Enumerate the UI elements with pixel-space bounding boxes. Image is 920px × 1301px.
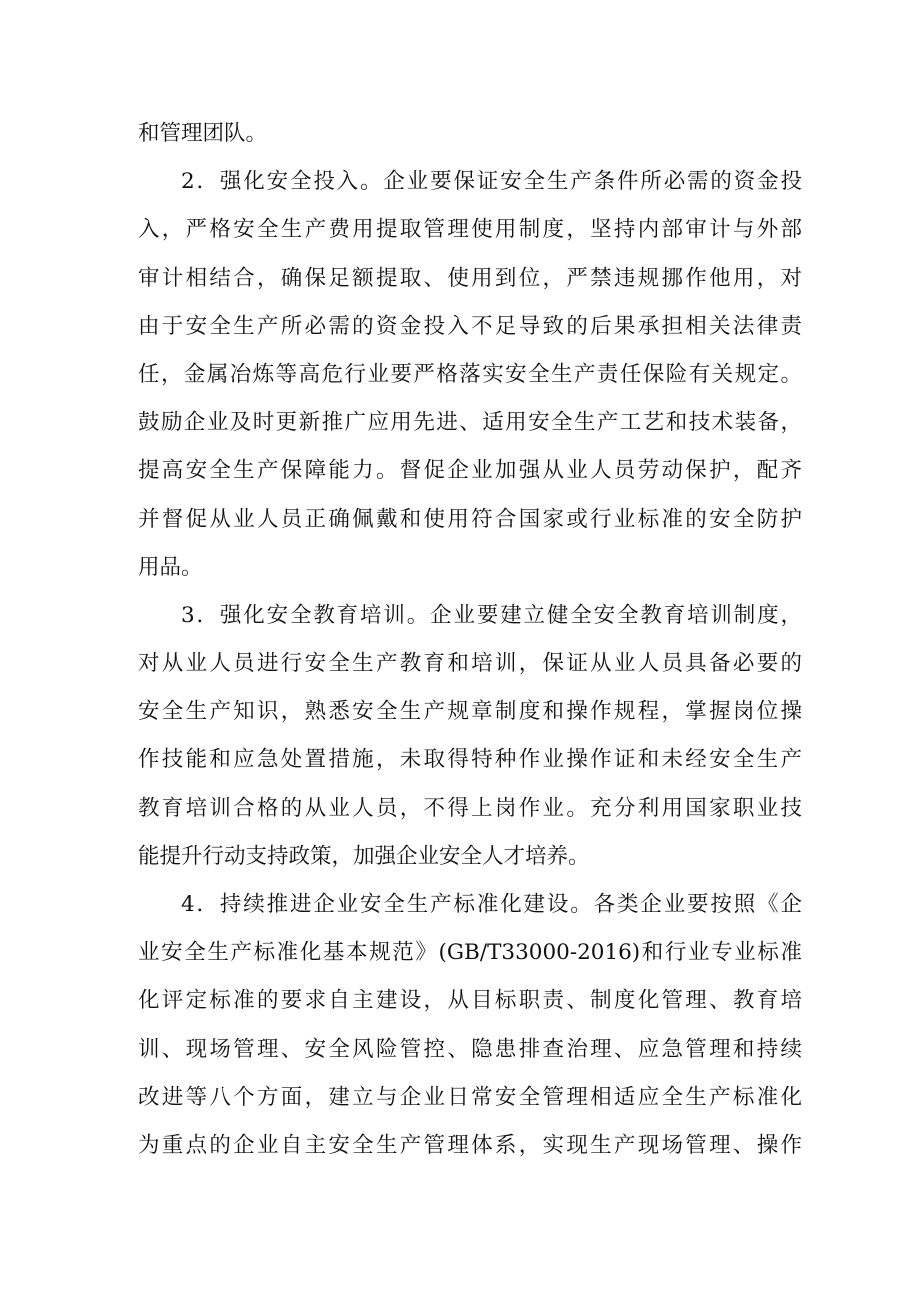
text-line: 入，严格安全生产费用提取管理使用制度，坚持内部审计与外部 bbox=[138, 217, 802, 243]
text-line: 化评定标准的要求自主建设，从目标职责、制度化管理、教育培 bbox=[138, 988, 802, 1014]
text-line: 任，金属冶炼等高危行业要严格落实安全生产责任保险有关规定。 bbox=[138, 361, 802, 387]
text-line: 4．持续推进企业安全生产标准化建设。各类企业要按照《企 bbox=[181, 892, 802, 917]
text-line: 和管理团队。 bbox=[138, 121, 268, 146]
paragraph-2 bbox=[138, 158, 802, 592]
text-line: 改进等八个方面，建立与企业日常安全管理相适应全生产标准化 bbox=[138, 1084, 802, 1110]
text-line: 能提升行动支持政策，加强企业安全人才培养。 bbox=[138, 843, 590, 869]
text-line: 教育培训合格的从业人员，不得上岗作业。充分利用国家职业技 bbox=[138, 795, 802, 821]
text-line: 作技能和应急处置措施，未取得特种作业操作证和未经安全生产 bbox=[138, 747, 802, 773]
document-body bbox=[138, 110, 802, 1170]
text-line: 为重点的企业自主安全生产管理体系，实现生产现场管理、操作 bbox=[138, 1132, 802, 1158]
text-line: 鼓励企业及时更新推广应用先进、适用安全生产工艺和技术装备， bbox=[138, 410, 802, 436]
text-line: 提高安全生产保障能力。督促企业加强从业人员劳动保护，配齐 bbox=[138, 458, 802, 484]
text-line: 并督促从业人员正确佩戴和使用符合国家或行业标准的安全防护 bbox=[138, 506, 802, 532]
text-line: 2．强化安全投入。企业要保证安全生产条件所必需的资金投 bbox=[181, 169, 802, 195]
paragraph-3 bbox=[138, 592, 802, 881]
text-line: 用品。 bbox=[138, 554, 203, 580]
paragraph-4 bbox=[138, 881, 802, 1170]
text-line: 安全生产知识，熟悉安全生产规章制度和操作规程，掌握岗位操 bbox=[138, 699, 802, 725]
text-line: 业安全生产标准化基本规范》(GB/T33000-2016)和行业专业标准 bbox=[138, 940, 802, 966]
paragraph bbox=[138, 110, 802, 158]
text-line: 对从业人员进行安全生产教育和培训，保证从业人员具备必要的 bbox=[138, 651, 802, 677]
text-line: 训、现场管理、安全风险管控、隐患排查治理、应急管理和持续 bbox=[138, 1036, 802, 1062]
text-line: 3．强化安全教育培训。企业要建立健全安全教育培训制度， bbox=[181, 602, 802, 628]
text-line: 审计相结合，确保足额提取、使用到位，严禁违规挪作他用，对 bbox=[138, 265, 802, 291]
text-line: 由于安全生产所必需的资金投入不足导致的后果承担相关法律责 bbox=[138, 313, 802, 339]
